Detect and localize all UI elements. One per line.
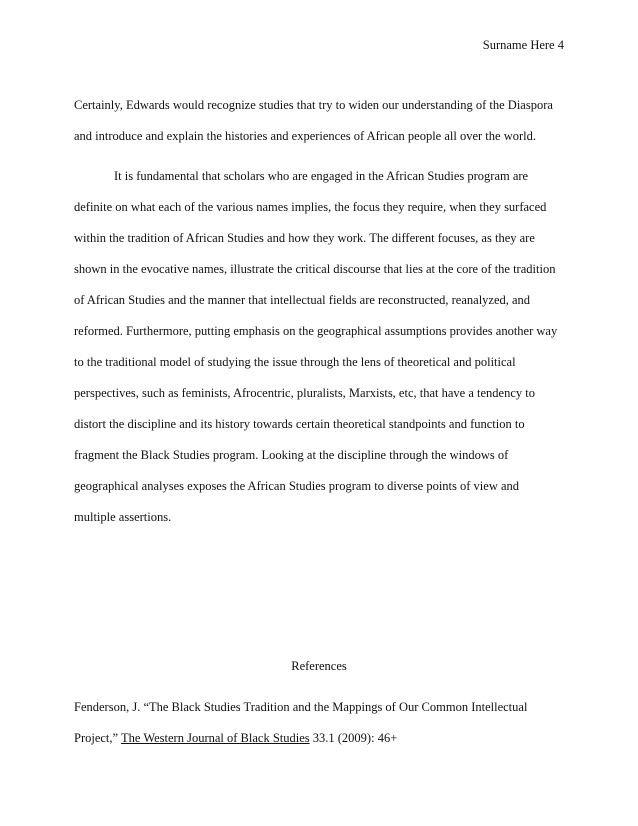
paragraph-line: of African Studies and the manner that intellectual fields are reconstructed, reanalyzed, and [74, 293, 531, 307]
reference-suffix: 33.1 (2009): 46+ [309, 731, 398, 745]
paragraph-line: definite on what each of the various names implies, the focus they require, when they surfaced [74, 200, 547, 214]
paragraph-line: fragment the Black Studies program. Looking at the discipline through the windows of [74, 448, 509, 462]
paragraph-line: geographical analyses exposes the African Studies program to diverse points of view and [74, 479, 520, 493]
running-head: Surname Here 4 [482, 38, 564, 52]
reference-prefix: Project,” [74, 731, 121, 745]
paragraph-line: Certainly, Edwards would recognize studies that try to widen our understanding of the Diaspora [74, 98, 553, 112]
reference-entry-line [74, 730, 397, 746]
paragraph-line: reformed. Furthermore, putting emphasis on the geographical assumptions provides another way [74, 324, 558, 338]
paragraph-line: and introduce and explain the histories and experiences of African people all over the world. [74, 129, 536, 143]
paragraph-line: within the tradition of African Studies and how they work. The different focuses, as they are [74, 231, 535, 245]
paragraph-line: perspectives, such as feminists, Afrocentric, pluralists, Marxists, etc, that have a tendency to [74, 386, 535, 400]
paragraph-line: to the traditional model of studying the issue through the lens of theoretical and political [74, 355, 516, 369]
reference-entry-line: Fenderson, J. “The Black Studies Tradition and the Mappings of Our Common Intellectual [74, 700, 528, 714]
journal-title: The Western Journal of Black Studies [120, 731, 310, 745]
paragraph-line: It is fundamental that scholars who are engaged in the African Studies program are [114, 169, 529, 183]
paragraph-line: shown in the evocative names, illustrate the critical discourse that lies at the core of the tradition [74, 262, 556, 276]
references-heading: References [291, 659, 347, 673]
paragraph-line: multiple assertions. [74, 510, 172, 524]
paragraph-line: distort the discipline and its history towards certain theoretical standpoints and function to [74, 417, 525, 431]
